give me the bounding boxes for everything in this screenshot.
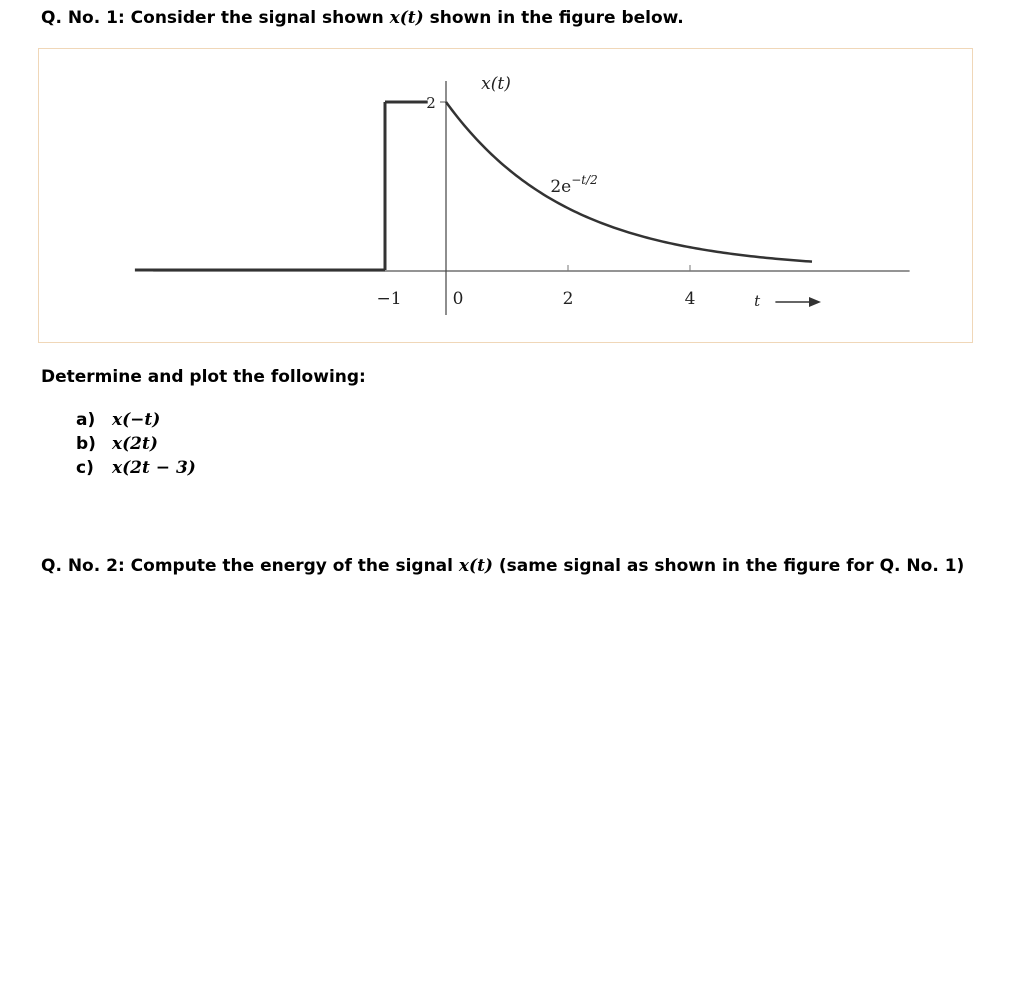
question-1 <box>41 8 684 28</box>
curve-label: x(t) <box>481 74 511 95</box>
question-2-signal: x(t) <box>458 556 493 576</box>
signal-plot <box>39 49 974 344</box>
tick-label-2: 2 <box>562 289 574 309</box>
axis-arrow-head <box>809 297 821 307</box>
part-a-label: a) <box>76 410 96 430</box>
part-a <box>76 408 196 432</box>
tick-label-minus-1: −1 <box>376 289 402 309</box>
question-2 <box>41 556 964 576</box>
part-a-expression: x(−t) <box>112 410 161 430</box>
question-1-prefix: Q. No. 1: <box>41 8 125 28</box>
part-c-expression: x(2t − 3) <box>112 458 196 478</box>
question-2-text-before: Compute the energy of the signal <box>130 556 453 576</box>
part-b-label: b) <box>76 434 96 454</box>
level-label: 2 <box>426 94 436 112</box>
part-b <box>76 432 196 456</box>
question-1-text-before: Consider the signal shown <box>130 8 384 28</box>
axis-label-t: t <box>754 292 761 310</box>
question-2-text-after: (same signal as shown in the figure for Q. No. 1) <box>498 556 965 576</box>
signal-figure <box>38 48 973 343</box>
part-c <box>76 456 196 480</box>
signal-exponential-curve <box>446 102 812 262</box>
question-1-signal: x(t) <box>389 8 424 28</box>
part-b-expression: x(2t) <box>112 434 158 454</box>
exponential-label <box>550 173 597 197</box>
parts-list <box>76 408 196 480</box>
exponential-label-exponent: −t/2 <box>571 172 598 187</box>
part-c-label: c) <box>76 458 94 478</box>
tick-label-4: 4 <box>684 289 696 309</box>
tick-label-0: 0 <box>452 289 464 309</box>
question-1-text-after: shown in the figure below. <box>429 8 684 28</box>
exponential-label-base: 2e <box>550 176 572 197</box>
question-2-prefix: Q. No. 2: <box>41 556 125 576</box>
determine-heading: Determine and plot the following: <box>41 367 366 387</box>
